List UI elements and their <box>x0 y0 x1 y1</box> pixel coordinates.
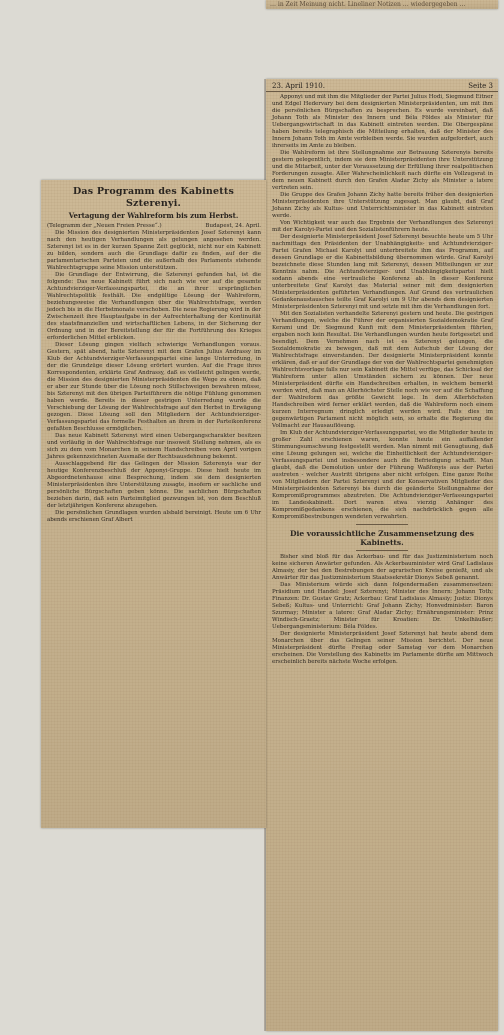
header-date: 23. April 1910. <box>272 82 325 90</box>
section-paragraph: Das Ministerium würde sich dann folgendermaßen zusammensetzen: Präsidium und Handel: Josef Szterenyi; Minister des Innern: Johann Toth; Finanzen: Dr. Gustav Gratz; Ackerbau: Graf Ladislaus Almasiy; Justiz: Dionys Sebeß; Kultus- und Unterricht: Graf Johann Zichy; Honvedminister: Baron Szurmay; Minister a latere: Graf Aladar Zichy; Ernährungsminister: Prinz Windisch-Graetz; Minister für Kroatien: Dr. Unkelhäußer; Uebergangsministerium: Béla Földes. <box>272 582 493 630</box>
right-paragraph: Von Wichtigkeit war auch das Ergebnis der Verhandlungen des Szterenyi mit der Karolyi-Partei und den Sozialistenführern heute. <box>272 220 493 233</box>
left-paragraph: Die Mission des designierten Ministerpräsidenten Josef Szterenyi kann nach den heutigen Verhandlungen als gelungen angesehen werden. Szterenyi ist es in der kurzen Spanne Zeit geglückt, nicht nur ein Kabinett zu bilden, sondern auch die Grundlage dafür zu finden, auf der die parlamentarischen Parteien und die außerhalb des Parlaments stehende Wahlrechtsgruppe seine Mission unterstützen. <box>47 230 261 271</box>
section-title: Die voraussichtliche Zusammensetzung des Kabinetts. <box>289 529 475 547</box>
right-paragraph: Der designierte Ministerpräsident Josef Szterenyi besuchte heute um 5 Uhr nachmittags den Präsidenten der Unabhängigkeits- und Achtundvierziger-Partei Grafen Michael Karolyi und unterbreitete ihm das Programm, auf dessen Grundlage er die Kabinettsbildung übernommen würde. Graf Karolyi bezeichnete diese Stunden lang mit Szterenyi, dessen Mitteilungen er zur Kenntnis nahm. Die Achtundvierziger- und Unabhängigkeitspartei hielt sodann abends eine vertrauliche Konferenz ab. In dieser Konferenz unterbreitete Graf Karolyi das Material seiner mit dem designierten Ministerpräsidenten geführten Verhandlungen. Auf Grund des vertraulichen Gedankenaustausches teilte Graf Karolyi um 9 Uhr abends dem designierten Ministerpräsidenten Szterenyi mit und setzte mit ihm die Verhandlungen fort. <box>272 234 493 310</box>
section-divider <box>356 550 408 551</box>
header-page-number: Seite 3 <box>468 82 493 90</box>
right-paragraph: Im Klub der Achtundvierziger-Verfassungspartei, wo die Mitglieder heute in großer Zahl erschienen waren, konnte heute ein auffallender Stimmungsumschwung festgestellt werden. Man nimmt mit Genugtuung, daß eine Lösung gelungen sei, welche die Einheitlichkeit der Achtundvierziger-Verfassungspartei und insbesondere auch die Befriedigung schafft. Man glaubt, daß die Demolution unter der Führung Waßfonyis aus der Partei austreten - welcher Austritt übrigens aber nicht erfolgen. Eine ganze Reihe von Mitgliedern der Partei Szterenyi und der Konservativen Mitglieder des Ministerpräsidenten Szterenyi bis durch die geänderte Stellungnahme der Kompromißprogrammes abzutreten. Die Achtundvierziger-Verfassungspartei im Landeskabinett. Dort waren etwa vierzig Anhänger des Kompromißgedankens erschienen, die sich nachdrücklich gegen alle Kompromißbestrebungen wendeten verwahrten. <box>272 430 493 520</box>
top-strip <box>266 0 498 9</box>
page-header <box>266 79 498 92</box>
article-title: Das Programm des Kabinetts Szterenyi. <box>72 186 235 209</box>
right-paragraph: Die Gruppe des Grafen Johann Zichy hatte bereits früher den designierten Ministerpräsidenten ihre Unterstützung zugesagt. Man glaubt, daß Graf Johann Zichy als Kultus- und Unterrichtsminister in das Kabinett eintreten werde. <box>272 192 493 219</box>
section-paragraph: Bisher sind bloß für das Ackerbau- und für das Justizministerium noch keine sicheren Anwärter gefunden. Als Ackerbauminister wird Graf Ladislaus Almasiy, der bei den Bestrebungen der agrarischen Kreise genießt, und als Anwärter für das Justizministerium Staatssekretär Dionys Sebeß genannt. <box>272 554 493 581</box>
left-paragraph: Die Grundlage der Entwirrung, die Szterenyi gefunden hat, ist die folgende: Das neue Kabinett führt sich nach wie vor auf die gesamte Achtundvierziger-Verfassungspartei, die an ihrer ursprünglichen Wahlrechtspolitik festhält. Die endgültige Lösung der Wahlreform, beziehungsweise die Verhandlungen über die Wahlrechtsfrage, werden jedoch bis in die Herbstmonate verschoben. Die neue Regierung wird in der Zwischenzeit ihre Hauptaufgabe in der Aufrechterhaltung der Kontinuität des staatsfinanziellen und wirtschaftlichen Lebens, in der Sicherung der Ordnung und in der Bereitstellung der für die Fortführung des Krieges erforderlichen Mittel erblicken. <box>47 272 261 341</box>
left-paragraph: Das neue Kabinett Szterenyi wird einen Uebergangscharakter besitzen und vorläufig in der Wahlrechtsfrage nur insoweit Stellung nehmen, als es sich zu dem vom Monarchen in seinem Handschreiben vom April vorigen Jahres gekennzeichneten Ausmaße der Rechtsausdehnung bekennt. <box>47 433 261 460</box>
dateline-source: (Telegramm der „Neuen Freien Presse“.) <box>47 223 162 229</box>
top-strip-text: … in Zeit Meinung nicht. Lineliner Notizen … wiedergegeben … <box>270 1 466 8</box>
right-paragraph: Die Wahlreform ist ihre Stellungnahme zur Betrauung Szterenyis bereits gestern gelegentlich, indem sie dem Ministerpräsidenten ihre Unterstützung und die Mitarbeit, unter der Voraussetzung der Erfüllung ihrer realpolitischen Forderungen zusagte. Aller Wahrscheinlichkeit nach dürfte ein Vollzugsrat in dem neuen Kabinett durch den Grafen Aladar Zichy als Minister a latere vertreten sein. <box>272 150 493 191</box>
left-paragraph: Dieser Lösung gingen vielfach schwierige Verhandlungen voraus. Gestern, spät abend, hatte Szterenyi mit dem Grafen Julius Andrassy im Klub der Achtundvierziger-Verfassungspartei eine lange Unterredung, in der die Grundzüge dieser Lösung erörtert wurden. Auf die Frage ihres Korrespondenten, erklärte Graf Andrassy, daß es vielleicht gelingen werde, die Mission des designierten Ministerpräsidenten die Wege zu ebnen, daß er aber zur Stunde über die Lösung noch Stillschweigen bewahren müsse, bis Szterenyi mit den übrigen Parteiführern die nötige Fühlung genommen haben werde. Bereits in dieser gestrigen Unterredung wurde die Verschiebung der Lösung der Wahlrechtsfrage auf den Herbst in Erwägung gezogen. Diese Lösung soll den Mitgliedern der Achtundvierziger-Verfassungspartei das formelle Festhalten an ihrem in der Parteikonferenz gefaßten Beschlusse ermöglichen. <box>47 342 261 432</box>
section-divider <box>356 524 408 525</box>
article-subtitle: Vertagung der Wahlreform bis zum Herbst. <box>68 211 239 220</box>
left-clipping <box>41 180 266 828</box>
right-clipping <box>266 79 498 1031</box>
left-paragraph: Ausschlaggebend für das Gelingen der Mission Szterenyis war der heutige Konferenzbeschluß der Apponyi-Gruppe. Diese hielt heute im Abgeordnetenhause eine Besprechung, indem sie dem designierten Ministerpräsidenten ihre Unterstützung zusagte, insofern er sachliche und persönliche Bürgschaften geben könne. Die sachlichen Bürgschaften beziehen darin, daß sein Parteimitglied gezwungen ist, von dem Beschluß der letztjährigen Konferenz abzugehen. <box>47 461 261 509</box>
dateline <box>41 223 266 230</box>
dateline-place: Budapest, 24. April. <box>205 223 261 229</box>
left-paragraph: Die persönlichen Grundlagen wurden alsbald bereinigt. Heute um 6 Uhr abends erschienen Graf Albert <box>47 510 261 523</box>
right-paragraph: Mit den Sozialisten verhandelte Szterenyi gestern und heute. Die gestrigen Verhandlungen, welche die Führer der organisierten Sozialdemokratie Graf Kerami und Dr. Siegmund Kunfi mit dem Ministerpräsidenten führten, ergaben noch kein Resultat. Die Verhandlungen wurden heute fortgesetzt und beendigt. Dem Vernehmen nach ist es Szterenyi gelungen, die Sozialdemokratie zu bewegen, daß mit dem Aufschub der Lösung der Wahlrechtsfrage einverstanden. Der designierte Ministerpräsident konnte erklären, daß er auf der Grundlage der von der Wahlrechtspartei genehmigten Wahlrechtsvorlage falls nur sein Kabinett die Mittel verfüge, das Schicksal der Wahlreform unter allen Umständen sichern zu können. Der neue Ministerpräsident dürfte ein Handschreiben erhalten, in welchem bemerkt werden wird, daß man an Allerhöchster Stelle noch wie vor auf die Schaffung der Wahlreform das größte Gewicht lege. In dem Allerhöchsten Handschreiben wird ferner erklärt werden, daß die Wahlreform noch einem kurzen Interregnum dringlich erledigt werden wird. Falls dies im gegenwärtigen Parlament nicht möglich sein, so erhalte die Regierung die Vollmacht zur Hausauflösung. <box>272 311 493 429</box>
section-paragraph: Der designierte Ministerpräsident Josef Szterenyi hat heute abend dem Monarchen über das Gelingen seiner Mission berichtet. Der neue Ministerpräsident dürfte Freitag oder Samstag vor dem Monarchen erscheinen. Die Vorstellung des Kabinetts im Parlamente dürfte am Mittwoch erscheinlich bereits nächste Woche erfolgen. <box>272 631 493 665</box>
right-paragraph: Apponyi und mit ihm die Mitglieder der Partei Julius Hodi, Siegmund Eitner und Edgel Hedervary bei dem designierten Ministerpräsidenten, um mit ihm die persönlichen Bürgschaften zu besprechen. Es wurde vereinbart, daß Johann Toth als Minister des Innern und Béla Földes als Minister für Uebergangswirtschaft in das Kabinett eintreten werden. Die Obergespäne haben bereits telegraphisch die Mitteilung erhalten, daß der Minister des Innern Johann Toth im Amte verbleiben werde. Sie wurden aufgefordert, auch ihrerseits im Amte zu bleiben. <box>272 94 493 149</box>
